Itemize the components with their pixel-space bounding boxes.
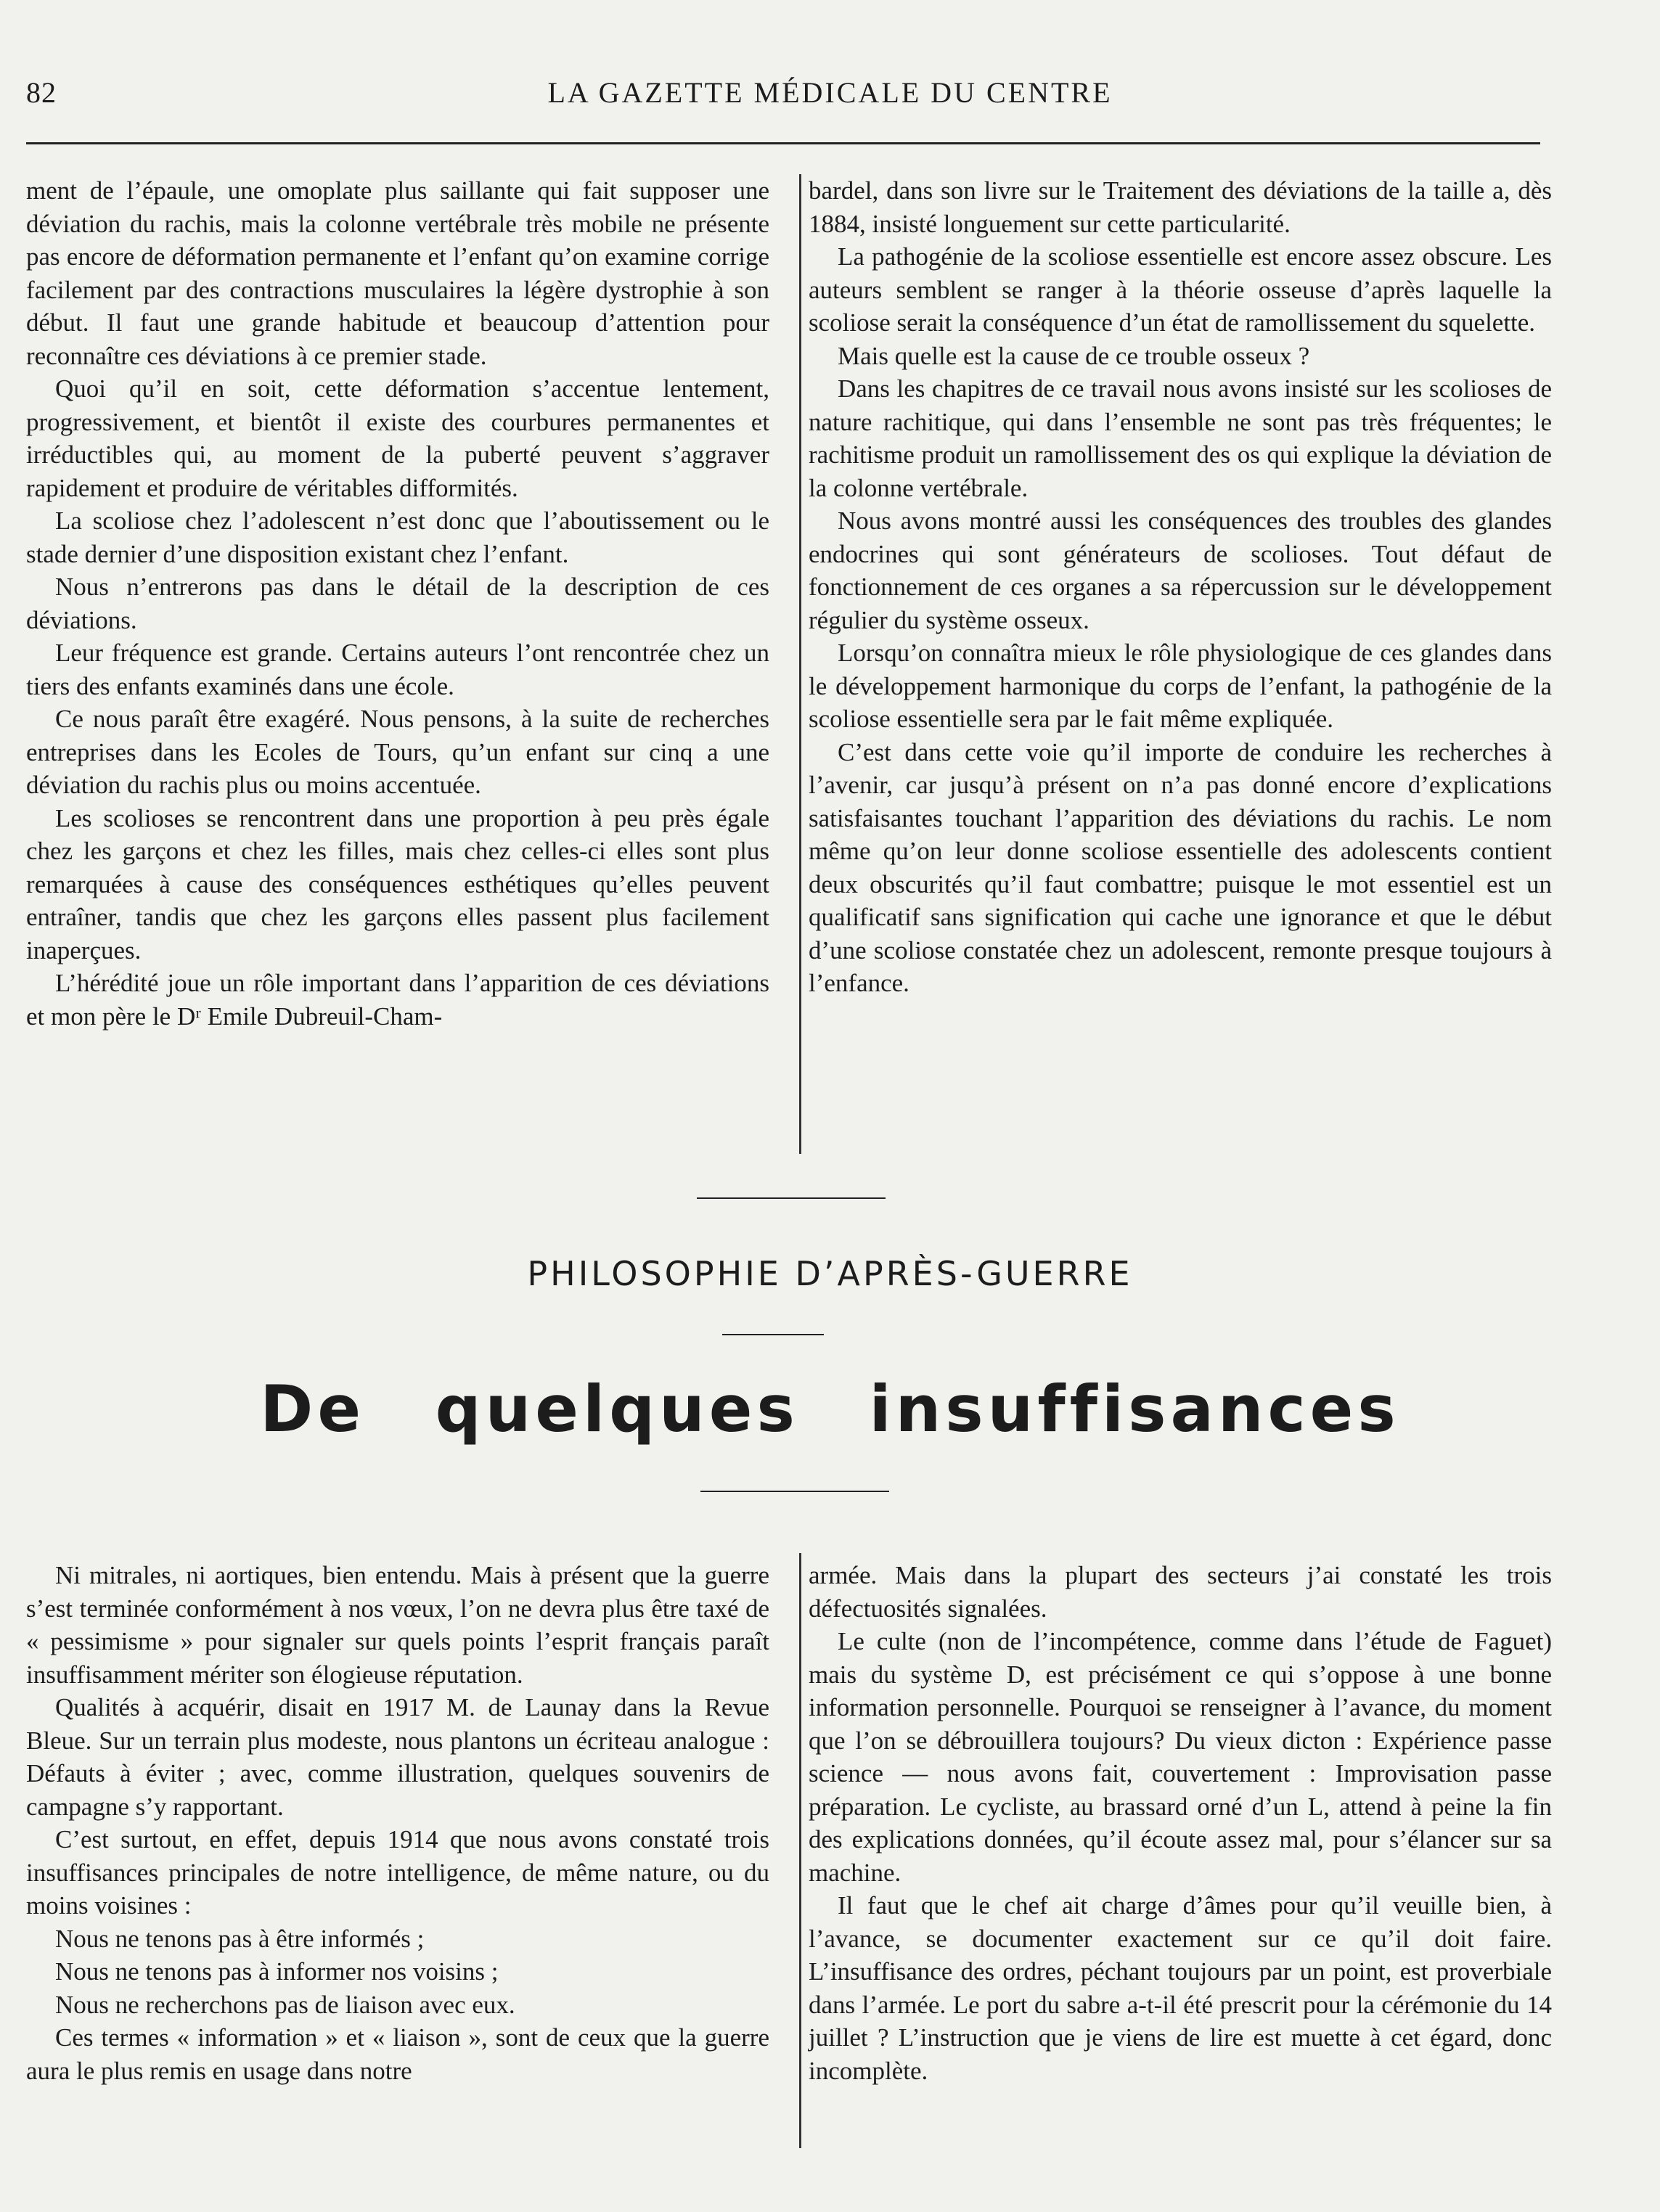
- paragraph: Il faut que le chef ait charge d’âmes pour qu’il veuille bien, à l’avance, se documenter exactement sur ce qu’il doit faire. L’insuffisance des ordres, péchant toujours par un point, est proverbiale dans l’armée. Le port du sabre a-t-il été prescrit pour la cérémonie du 14 juillet ? L’instruction que je viens de lire est muette à cet égard, donc incomplète.: [809, 1891, 1552, 2085]
- paragraph: Nous ne tenons pas à être informés ;: [55, 1924, 425, 1953]
- paragraph: Mais quelle est la cause de ce trouble osseux ?: [838, 341, 1310, 370]
- paragraph: Nous avons montré aussi les conséquences des troubles des glandes endocrines qui sont générateurs de scolioses. Tout défaut de fonctionnement de ces organes a sa répercussion sur le développement régulier du système osseux.: [809, 507, 1552, 634]
- paragraph: bardel, dans son livre sur le Traitement des déviations de la taille a, dès 1884, insisté longuement sur cette particularité.: [809, 176, 1552, 238]
- paragraph: Dans les chapitres de ce travail nous avons insisté sur les scolioses de nature rachitique, qui dans l’ensemble ne sont pas très fréquentes; le rachitisme produit un ramollissement des os qui explique la déviation de la colonne vertébrale.: [809, 374, 1552, 502]
- paragraph: Ces termes « information » et « liaison », sont de ceux que la guerre aura le plus remis en usage dans notre: [26, 2023, 769, 2085]
- paragraph: C’est surtout, en effet, depuis 1914 que nous avons constaté trois insuffisances principales de notre intelligence, de même nature, ou du moins voisines :: [26, 1825, 769, 1920]
- separator-rule-top: [697, 1197, 886, 1199]
- lower-column-divider: [799, 1553, 801, 2148]
- upper-right-column: [809, 174, 1552, 1000]
- page-number: 82: [26, 76, 57, 109]
- paragraph: Nous n’entrerons pas dans le détail de la description de ces déviations.: [26, 573, 769, 634]
- paragraph: Nous ne tenons pas à informer nos voisins ;: [55, 1957, 499, 1986]
- paragraph: Ni mitrales, ni aortiques, bien entendu. Mais à présent que la guerre s’est terminée conformément à nos vœux, l’on ne devra plus être taxé de « pessimisme » pour signaler sur quels points l’esprit français paraît insuffisamment mériter son élogieuse réputation.: [26, 1561, 769, 1689]
- article-title: De quelques insuffisances: [260, 1372, 1400, 1446]
- paragraph: Les scolioses se rencontrent dans une proportion à peu près égale chez les garçons et chez les filles, mais chez celles-ci elles sont plus remarquées à cause des conséquences esthétiques qu’elles peuvent entraîner, tandis que chez les garçons elles passent plus facilement inaperçues.: [26, 803, 769, 964]
- lower-left-column: [26, 1559, 769, 2087]
- separator-rule-bottom: [700, 1491, 889, 1492]
- paragraph: Ce nous paraît être exagéré. Nous pensons, à la suite de recherches entreprises dans les Ecoles de Tours, qu’un enfant sur cinq a une déviation du rachis plus ou moins accentuée.: [26, 705, 769, 799]
- separator-rule-middle: [722, 1334, 824, 1335]
- upper-left-column: [26, 174, 769, 1033]
- paragraph: armée. Mais dans la plupart des secteurs j’ai constaté les trois défectuosités signalées.: [809, 1561, 1552, 1623]
- paragraph: La scoliose chez l’adolescent n’est donc que l’aboutissement ou le stade dernier d’une disposition existant chez l’enfant.: [26, 507, 769, 568]
- paragraph: Leur fréquence est grande. Certains auteurs l’ont rencontrée chez un tiers des enfants examinés dans une école.: [26, 639, 769, 700]
- paragraph: La pathogénie de la scoliose essentielle est encore assez obscure. Les auteurs semblent se ranger à la théorie osseuse d’après laquelle la scoliose serait la conséquence d’un état de ramollissement du squelette.: [809, 242, 1552, 337]
- section-heading: PHILOSOPHIE D’APRÈS-GUERRE: [527, 1254, 1133, 1293]
- upper-column-divider: [799, 174, 801, 1154]
- lower-right-column: [809, 1559, 1552, 2087]
- paragraph: ment de l’épaule, une omoplate plus saillante qui fait supposer une déviation du rachis, mais la colonne vertébrale très mobile ne présente pas encore de déformation permanente et l’enfant qu’on examine corrige facilement par des contractions musculaires la légère dystrophie à son début. Il faut une grande habitude et beaucoup d’attention pour reconnaître ces déviations à ce premier stade.: [26, 176, 769, 370]
- header-rule: [26, 142, 1540, 144]
- running-head: LA GAZETTE MÉDICALE DU CENTRE: [547, 76, 1113, 109]
- paragraph: Le culte (non de l’incompétence, comme dans l’étude de Faguet) mais du système D, est précisément ce qui s’oppose à une bonne information personnelle. Pourquoi se renseigner à l’avance, du moment que l’on se débrouillera toujours? Du vieux dicton : Expérience passe science — nous avons fait, couvertement : Improvisation passe préparation. Le cycliste, au brassard orné d’un L, attend à peine la fin des explications données, qu’il écoute assez mal, pour s’élancer sur sa machine.: [809, 1627, 1552, 1887]
- paragraph: Qualités à acquérir, disait en 1917 M. de Launay dans la Revue Bleue. Sur un terrain plus modeste, nous plantons un écriteau analogue : Défauts à éviter ; avec, comme illustration, quelques souvenirs de campagne s’y rapportant.: [26, 1693, 769, 1821]
- paragraph: Lorsqu’on connaîtra mieux le rôle physiologique de ces glandes dans le développement harmonique du corps de l’enfant, la pathogénie de la scoliose essentielle sera par le fait même expliquée.: [809, 639, 1552, 733]
- paragraph: Nous ne recherchons pas de liaison avec eux.: [55, 1990, 515, 2019]
- paragraph: Quoi qu’il en soit, cette déformation s’accentue lentement, progressivement, et bientôt il existe des courbures permanentes et irréductibles qui, au moment de la puberté peuvent s’aggraver rapidement et produire de véritables difformités.: [26, 374, 769, 502]
- paragraph: C’est dans cette voie qu’il importe de conduire les recherches à l’avenir, car jusqu’à présent on n’a pas donné encore d’explications satisfaisantes touchant l’apparition des déviations du rachis. Le nom même qu’on leur donne scoliose essentielle des adolescents contient deux obscurités qu’il faut combattre; puisque le mot essentiel est un qualificatif sans signification qui cache une ignorance et que le début d’une scoliose constatée chez un adolescent, remonte presque toujours à l’enfance.: [809, 737, 1552, 997]
- paragraph: L’hérédité joue un rôle important dans l’apparition de ces déviations et mon père le Dʳ Emile Dubreuil-Cham-: [26, 969, 769, 1031]
